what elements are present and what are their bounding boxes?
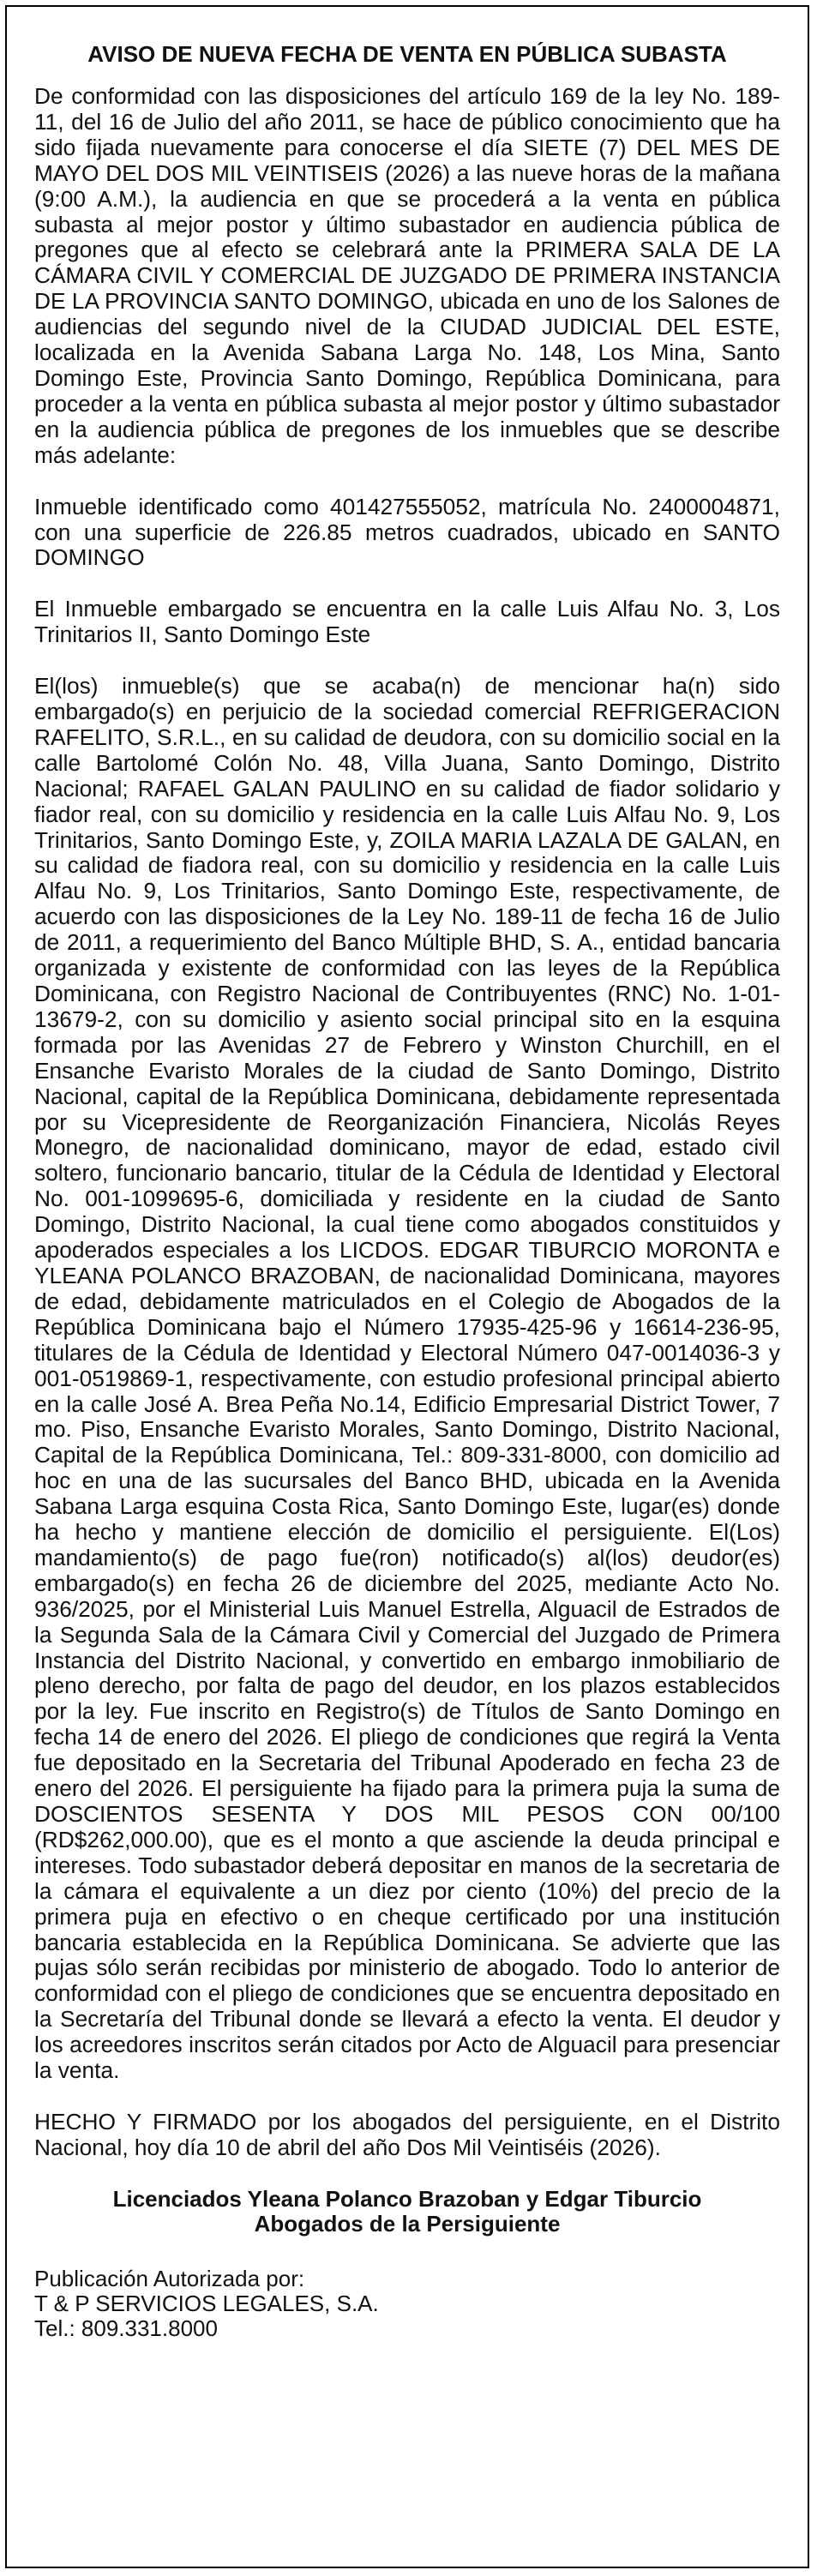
paragraph-spacer (34, 2084, 780, 2110)
paragraph-property-identification: Inmueble identificado como 401427555052, matrícula No. 2400004871, con una superficie de 226.85 metros cuadrados, ubicado en SANTO DOMINGO (34, 493, 780, 571)
signer-role: Abogados de la Persiguiente (254, 2211, 561, 2237)
publisher-phone: Tel.: 809.331.8000 (34, 2315, 218, 2341)
legal-notice (5, 5, 809, 2568)
publisher-name: T & P SERVICIOS LEGALES, S.A. (34, 2290, 379, 2316)
paragraph-property-location: El Inmueble embargado se encuentra en la calle Luis Alfau No. 3, Los Trinitarios II, Santo Domingo Este (34, 596, 780, 648)
paragraph-seizure-details: El(los) inmueble(s) que se acaba(n) de mencionar ha(n) sido embargado(s) en perjuicio de la sociedad comercial REFRIGERACION RAFELITO, S.R.L., en su calidad de deudora, con su domicilio social en la calle Bartolomé Colón No. 48, Villa Juana, Santo Domingo, Distrito Nacional; RAFAEL GALAN PAULINO en su calidad de fiador solidario y fiador real, con su domicilio y residencia en la calle Luis Alfau No. 9, Los Trinitarios, Santo Domingo Este, y, ZOILA MARIA LAZALA DE GALAN, en su calidad de fiadora real, con su domicilio y residencia en la calle Luis Alfau No. 9, Los Trinitarios, Santo Domingo Este, respectivamente, de acuerdo con las disposiciones de la Ley No. 189-11 de fecha 16 de Julio de 2011, a requerimiento del Banco Múltiple BHD, S. A., entidad bancaria organizada y existente de conformidad con las leyes de la República Dominicana, con Registro Nacional de Contribuyentes (RNC) No. 1-01-13679-2, con su domicilio y asiento social principal sito en la esquina formada por las Avenidas 27 de Febrero y Winston Churchill, en el Ensanche Evaristo Morales de la ciudad de Santo Domingo, Distrito Nacional, capital de la República Dominicana, debidamente representada por su Vicepresidente de Reorganización Financiera, Nicolás Reyes Monegro, de nacionalidad dominicano, mayor de edad, estado civil soltero, funcionario bancario, titular de la Cédula de Identidad y Electoral No. 001-1099695-6, domiciliada y residente en la ciudad de Santo Domingo, Distrito Nacional, la cual tiene como abogados constituidos y apoderados especiales a los LICDOS. EDGAR TIBURCIO MORONTA e YLEANA POLANCO BRAZOBAN, de nacionalidad Dominicana, mayores de edad, debidamente matriculados en el Colegio de Abogados de la República Dominicana bajo el Número 17935-425-96 y 16614-236-95, titulares de la Cédula de Identidad y Electoral Número 047-0014036-3 y 001-0519869-1, respectivamente, con estudio profesional principal abierto en la calle José A. Brea Peña No.14, Edificio Empresarial District Tower, 7 mo. Piso, Ensanche Evaristo Morales, Santo Domingo, Distrito Nacional, Capital de la República Dominicana, Tel.: 809-331-8000, con domicilio ad hoc en una de las sucursales del Banco BHD, ubicada en la Avenida Sabana Larga esquina Costa Rica, Santo Domingo Este, lugar(es) donde ha hecho y mantiene elección de domicilio el persiguiente. El(Los) mandamiento(s) de pago fue(ron) notificado(s) al(los) deudor(es) embargado(s) en fecha 26 de diciembre del 2025, mediante Acto No. 936/2025, por el Ministerial Luis Manuel Estrella, Alguacil de Estrados de la Segunda Sala de la Cámara Civil y Comercial del Juzgado de Primera Instancia del Distrito Nacional, y convertido en embargo inmobiliario de pleno derecho, por falta de pago del deudor, en los plazos establecidos por la ley. Fue inscrito en Registro(s) de Títulos de Santo Domingo en fecha 14 de enero del 2026. El pliego de condiciones que regirá la Venta fue depositado en la Secretaria del Tribunal Apoderado en fecha 23 de enero del 2026. El persiguiente ha fijado para la primera puja la suma de DOSCIENTOS SESENTA Y DOS MIL PESOS CON 00/100 (RD$262,000.00), que es el monto a que asciende la deuda principal e intereses. Todo subastador deberá depositar en manos de la secretaria de la cámara el equivalente a un diez por ciento (10%) del precio de la primera puja en efectivo o en cheque certificado por una institución bancaria establecida en la República Dominicana. Se advierte que las pujas sólo serán recibidas por ministerio de abogado. Todo lo anterior de conformidad con el pliego de condiciones que se encuentra depositado en la Secretaría del Tribunal donde se llevará a efecto la venta. El deudor y los acreedores inscritos serán citados por Acto de Alguacil para presenciar la venta. (34, 673, 780, 2084)
paragraph-spacer (34, 648, 780, 674)
notice-title: AVISO DE NUEVA FECHA DE VENTA EN PÚBLICA SUBASTA (87, 41, 727, 67)
publication-info (34, 2267, 780, 2341)
paragraph-signed-statement: HECHO Y FIRMADO por los abogados del persiguiente, en el Distrito Nacional, hoy día 10 de abril del año Dos Mil Veintiséis (2026). (34, 2108, 780, 2160)
paragraph-spacer (34, 571, 780, 597)
paragraph-spacer (34, 469, 780, 495)
paragraph-auction-announcement: De conformidad con las disposiciones del artículo 169 de la ley No. 189-11, del 16 de Julio del año 2011, se hace de público conocimiento que ha sido fijada nuevamente para conocerse el día SIETE (7) DEL MES DE MAYO DEL DOS MIL VEINTISEIS (2026) a las nueve horas de la mañana (9:00 A.M.), la audiencia en que se procederá a la venta en pública subasta al mejor postor y último subastador en audiencia pública de pregones que al efecto se celebrará ante la PRIMERA SALA DE LA CÁMARA CIVIL Y COMERCIAL DE JUZGADO DE PRIMERA INSTANCIA DE LA PROVINCIA SANTO DOMINGO, ubicada en uno de los Salones de audiencias del segundo nivel de la CIUDAD JUDICIAL DEL ESTE, localizada en la Avenida Sabana Larga No. 148, Los Mina, Santo Domingo Este, Provincia Santo Domingo, República Dominicana, para proceder a la venta en pública subasta al mejor postor y último subastador en la audiencia pública de pregones de los inmuebles que se describe más adelante: (34, 83, 780, 468)
publication-label: Publicación Autorizada por: (34, 2265, 305, 2291)
signature-block (34, 2187, 780, 2237)
signer-names: Licenciados Yleana Polanco Brazoban y Edgar Tiburcio (112, 2185, 702, 2212)
